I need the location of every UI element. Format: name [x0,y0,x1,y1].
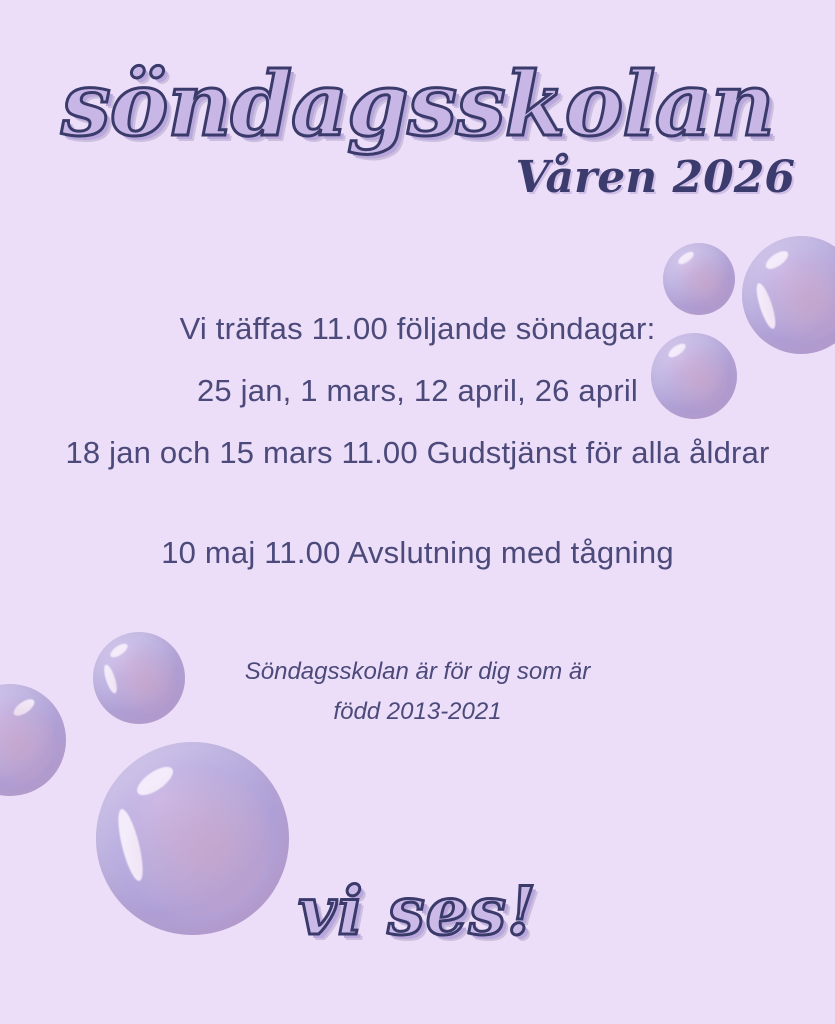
body-line-1: Vi träffas 11.00 följande söndagar: [179,311,656,346]
bubble-highlight-icon [763,248,791,273]
poster-body [0,298,835,584]
eligibility-note [0,652,835,732]
poster-subtitle: Våren 2026 [515,152,795,203]
footer-container [0,872,835,950]
eligibility-note-line-2: född 2013-2021 [333,698,502,725]
highlight-line: 10 maj 11.00 Avslutning med tågning [161,535,674,570]
body-line-3: 18 jan och 15 mars 11.00 Gudstjänst för alla åldrar [65,435,770,470]
poster-footer: vi ses! [298,872,537,950]
eligibility-note-line-1: Söndagsskolan är för dig som är [244,658,591,685]
poster-title: söndagsskolan [61,52,774,156]
body-line-2: 25 jan, 1 mars, 12 april, 26 april [196,373,639,408]
headline-container [0,52,835,156]
bubble-highlight-icon [676,250,695,267]
bubble-highlight-icon [133,762,178,801]
